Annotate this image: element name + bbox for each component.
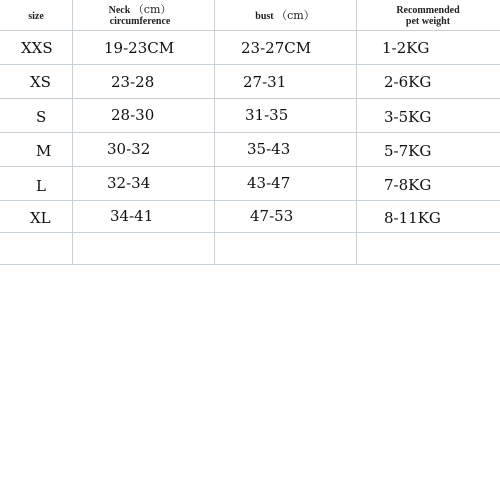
header-neck-line2: circumference bbox=[109, 16, 171, 27]
cell-weight: 2-6KG bbox=[384, 73, 432, 91]
cell-neck: 34-41 bbox=[110, 207, 154, 225]
empty-row bbox=[0, 233, 500, 264]
cell-neck: 30-32 bbox=[107, 140, 151, 158]
cell-bust: 35-43 bbox=[247, 140, 291, 158]
cell-size: XL bbox=[30, 209, 51, 227]
cell-bust: 47-53 bbox=[250, 207, 294, 225]
header-neck-unit: （cm） bbox=[132, 3, 172, 16]
header-size bbox=[0, 11, 72, 22]
header-weight-line2: pet weight bbox=[405, 16, 451, 27]
grid-line bbox=[0, 264, 500, 265]
grid-line bbox=[0, 132, 500, 133]
header-size-label: size bbox=[28, 11, 44, 22]
cell-size: XS bbox=[30, 73, 51, 91]
grid-line bbox=[0, 166, 500, 167]
cell-bust: 43-47 bbox=[247, 174, 291, 192]
header-neck bbox=[80, 4, 200, 27]
cell-size: XXS bbox=[21, 39, 53, 57]
cell-weight: 3-5KG bbox=[384, 108, 432, 126]
cell-weight: 5-7KG bbox=[384, 142, 432, 160]
grid-line bbox=[0, 64, 500, 65]
header-neck-line1: Neck （cm） bbox=[108, 3, 172, 16]
cell-neck: 28-30 bbox=[111, 106, 155, 124]
cell-neck: 23-28 bbox=[111, 73, 155, 91]
header-weight bbox=[356, 5, 500, 27]
header-bust-unit: （cm） bbox=[276, 9, 315, 22]
cell-size: S bbox=[36, 108, 47, 126]
header-bust-label: bust bbox=[255, 11, 274, 22]
cell-bust: 23-27CM bbox=[241, 39, 312, 57]
grid-line bbox=[0, 200, 500, 201]
cell-size: M bbox=[36, 142, 52, 160]
header-weight-line1: Recommended bbox=[396, 5, 460, 16]
cell-size: L bbox=[36, 177, 46, 195]
header-bust bbox=[214, 10, 356, 22]
cell-weight: 8-11KG bbox=[384, 209, 441, 227]
grid-line bbox=[0, 98, 500, 99]
cell-neck: 19-23CM bbox=[104, 39, 175, 57]
cell-neck: 32-34 bbox=[107, 174, 151, 192]
cell-bust: 31-35 bbox=[245, 106, 289, 124]
cell-bust: 27-31 bbox=[243, 73, 287, 91]
cell-weight: 7-8KG bbox=[384, 176, 432, 194]
cell-weight: 1-2KG bbox=[382, 39, 430, 57]
grid-line bbox=[0, 30, 500, 31]
